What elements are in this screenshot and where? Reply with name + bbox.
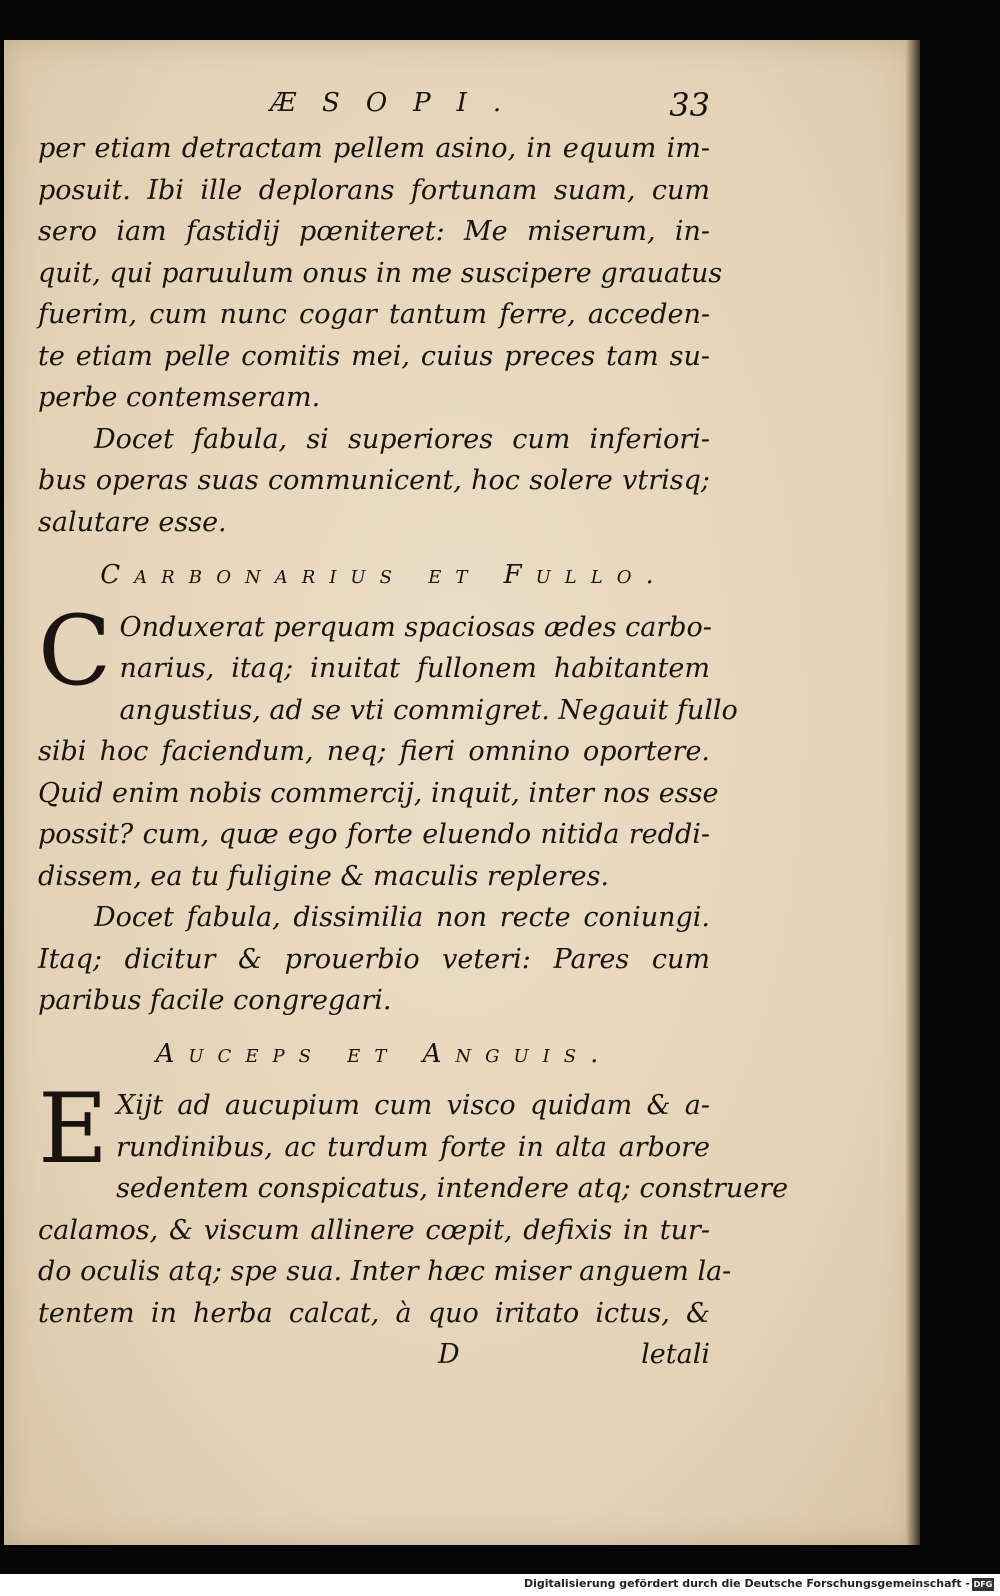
text-line: Docet fabula, si superiores cum inferiori- xyxy=(94,423,710,455)
text-line: dissem, ea tu fuligine & maculis repleres. xyxy=(38,860,610,892)
text-line: Itaq; dicitur & prouerbio veteri: Pares cum xyxy=(38,943,710,975)
text-line: sibi hoc faciendum, neq; fieri omnino oportere. xyxy=(38,736,710,767)
continuation-paragraph xyxy=(38,128,723,419)
catchline xyxy=(38,1334,710,1376)
dfg-credit: Digitalisierung gefördert durch die Deutsche Forschungsgemeinschaft - xyxy=(523,1577,970,1590)
text-line: te etiam pelle comitis mei, cuius preces tam su- xyxy=(38,340,710,372)
catchword: letali xyxy=(641,1339,710,1370)
text-line: possit? cum, quæ ego forte eluendo nitida reddi- xyxy=(38,819,710,850)
text-line: rundinibus, ac turdum forte in alta arbore xyxy=(116,1131,710,1163)
running-title: ÆSOPI. xyxy=(270,88,528,118)
running-head xyxy=(270,88,710,124)
text-line: per etiam detractam pellem asino, in equum im- xyxy=(38,133,710,164)
text-line: salutare esse. xyxy=(38,506,227,538)
page-edge xyxy=(906,40,920,1545)
dfg-logo: DFG xyxy=(973,1580,993,1589)
fable-body xyxy=(38,594,738,898)
text-line: do oculis atq; spe sua. Inter hæc miser anguem la- xyxy=(38,1256,732,1287)
fable-heading: Carbonarius et Fullo. xyxy=(100,560,668,590)
fable-body xyxy=(38,1073,789,1334)
moral-paragraph xyxy=(38,419,710,544)
text-line: Quid enim nobis commercij, inquit, inter nos esse xyxy=(38,777,719,809)
text-line: posuit. Ibi ille deplorans fortunam suam, cum xyxy=(38,174,710,206)
text-line: fuerim, cum nunc cogar tantum ferre, acceden- xyxy=(38,299,710,330)
drop-cap: E xyxy=(38,1073,109,1185)
text-line: Docet fabula, dissimilia non recte coniungi. xyxy=(94,902,710,933)
text-line: perbe contemseram. xyxy=(38,382,321,413)
text-line: sedentem conspicatus, intendere atq; construere xyxy=(116,1173,789,1204)
text-line: sero iam fastidij pœniteret: Me miserum, in- xyxy=(38,216,710,247)
text-line: tentem in herba calcat, à quo iritato ictus, & xyxy=(38,1297,710,1329)
fable-heading: Auceps et Anguis. xyxy=(155,1038,613,1069)
text-line: angustius, ad se vti commigret. Negauit fullo xyxy=(119,694,738,726)
text-line: quit, qui paruulum onus in me suscipere grauatus xyxy=(38,257,723,289)
moral-paragraph xyxy=(38,897,710,1022)
page-number: 33 xyxy=(669,86,710,124)
text-line: Onduxerat perquam spaciosas ædes carbo- xyxy=(119,611,712,643)
text-line: paribus facile congregari. xyxy=(38,985,392,1016)
text-line: calamos, & viscum allinere cœpit, defixis in tur- xyxy=(38,1214,710,1246)
signature-mark: D xyxy=(438,1339,460,1370)
text-line: Xijt ad aucupium cum visco quidam & a- xyxy=(116,1090,710,1121)
text-line: narius, itaq; inuitat fullonem habitantem xyxy=(119,653,710,684)
text-block xyxy=(38,128,789,1376)
text-line: bus operas suas communicent, hoc solere vtrisq; xyxy=(38,465,710,496)
drop-cap: C xyxy=(38,594,112,707)
footer-bar xyxy=(0,1574,1000,1596)
